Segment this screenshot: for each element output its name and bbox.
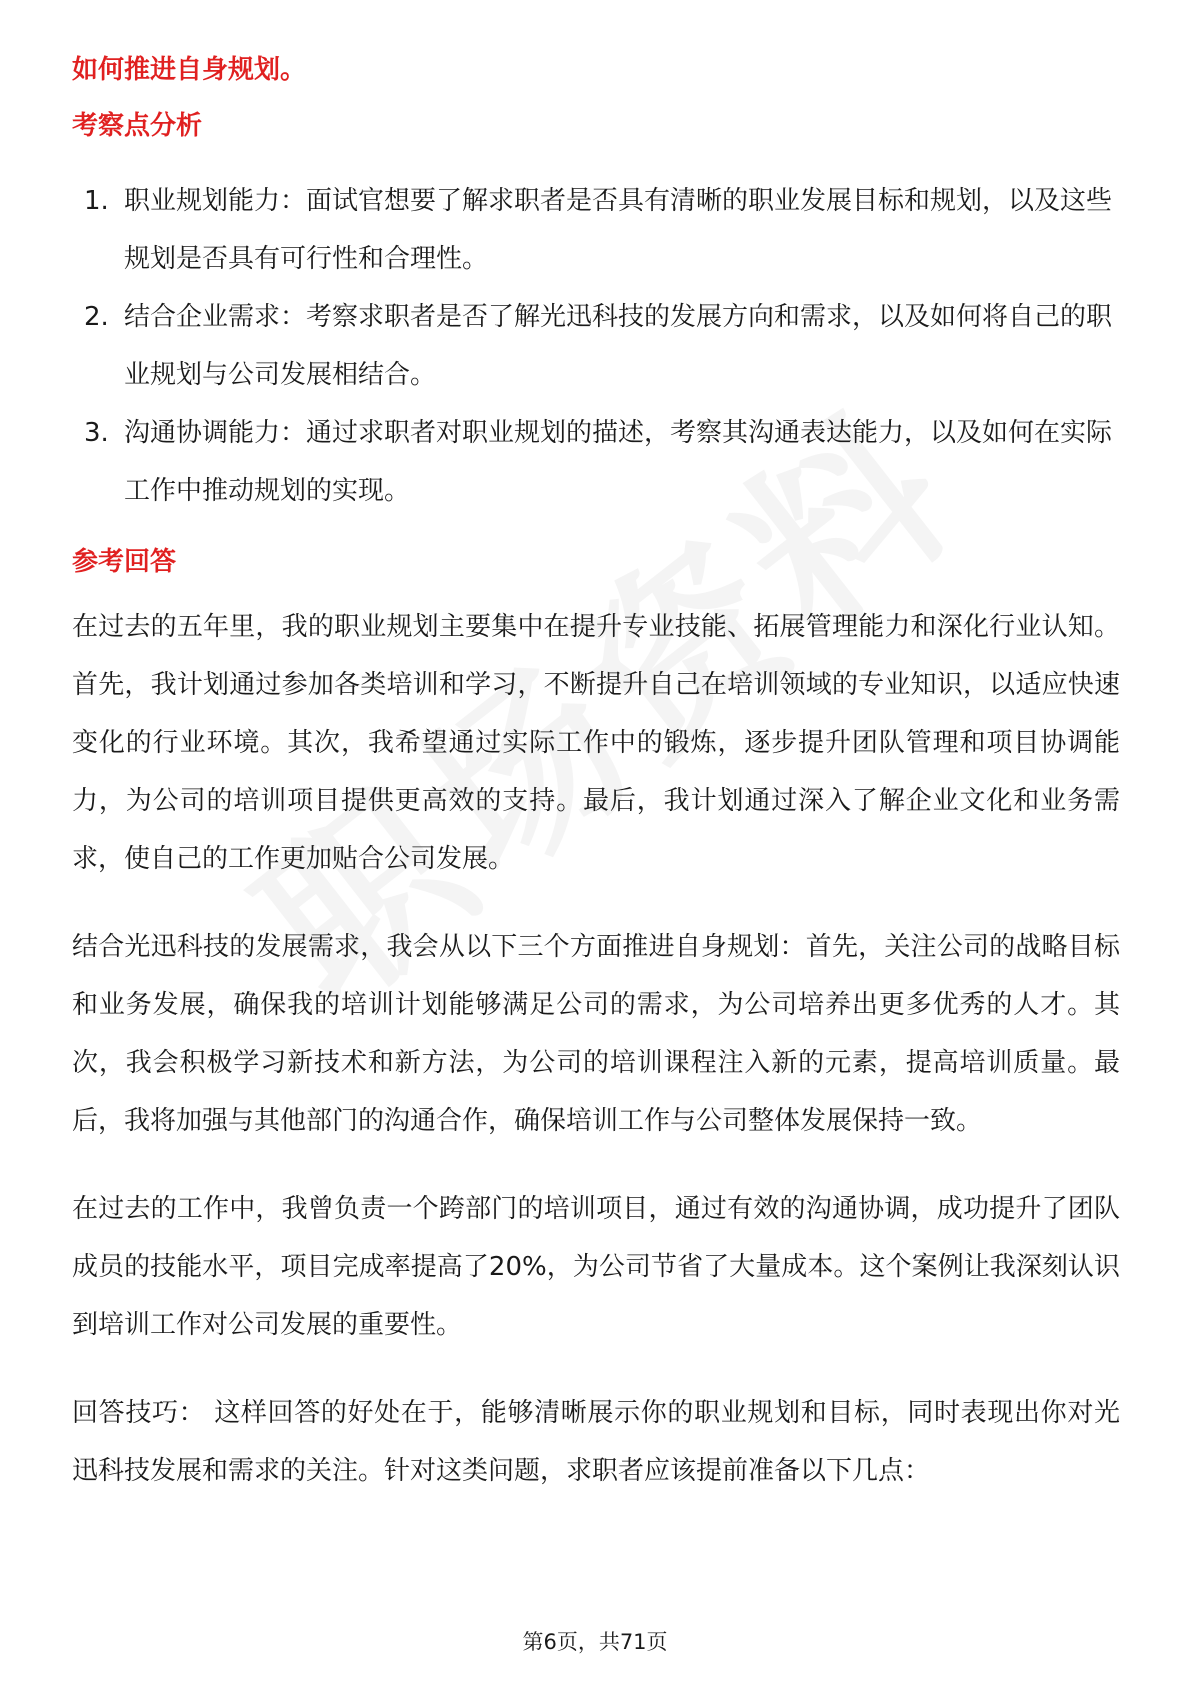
point-number: 1. [84,186,109,216]
page-footer: 第6页，共71页 [522,1630,668,1654]
answer-tips-paragraph: 回答技巧： 这样回答的好处在于，能够清晰展示你的职业规划和目标，同时表现出你对光迅科技发展和需求的关注。针对这类问题，求职者应该提前准备以下几点： [72,1398,1120,1486]
point-text: 职业规划能力：面试官想要了解求职者是否具有清晰的职业发展目标和规划，以及这些规划是否具有可行性和合理性。 [124,186,1113,274]
point-number: 3. [84,418,109,448]
analysis-point [72,172,1120,288]
analysis-point [72,404,1120,520]
point-number: 2. [84,302,109,332]
point-text: 沟通协调能力：通过求职者对职业规划的描述，考察其沟通表达能力，以及如何在实际工作中推动规划的实现。 [124,418,1113,506]
analysis-heading: 考察点分析 [72,111,203,141]
answer-paragraph: 结合光迅科技的发展需求，我会从以下三个方面推进自身规划：首先，关注公司的战略目标和业务发展，确保我的培训计划能够满足公司的需求，为公司培养出更多优秀的人才。其次，我会积极学习新技术和新方法，为公司的培训课程注入新的元素，提高培训质量。最后，我将加强与其他部门的沟通合作，确保培训工作与公司整体发展保持一致。 [72,932,1120,1136]
point-text: 结合企业需求：考察求职者是否了解光迅科技的发展方向和需求，以及如何将自己的职业规划与公司发展相结合。 [124,302,1113,390]
answer-paragraph: 在过去的工作中，我曾负责一个跨部门的培训项目，通过有效的沟通协调，成功提升了团队成员的技能水平，项目完成率提高了20%，为公司节省了大量成本。这个案例让我深刻认识到培训工作对公司发展的重要性。 [72,1194,1120,1340]
question-title: 如何推进自身规划。 [72,55,307,85]
analysis-point [72,288,1120,404]
answer-paragraph: 在过去的五年里，我的职业规划主要集中在提升专业技能、拓展管理能力和深化行业认知。首先，我计划通过参加各类培训和学习，不断提升自己在培训领域的专业知识，以适应快速变化的行业环境。其次，我希望通过实际工作中的锻炼，逐步提升团队管理和项目协调能力，为公司的培训项目提供更高效的支持。最后，我计划通过深入了解企业文化和业务需求，使自己的工作更加贴合公司发展。 [72,612,1120,874]
answer-heading: 参考回答 [72,547,177,577]
document-body [72,52,1120,1530]
analysis-points-list [72,172,1120,520]
